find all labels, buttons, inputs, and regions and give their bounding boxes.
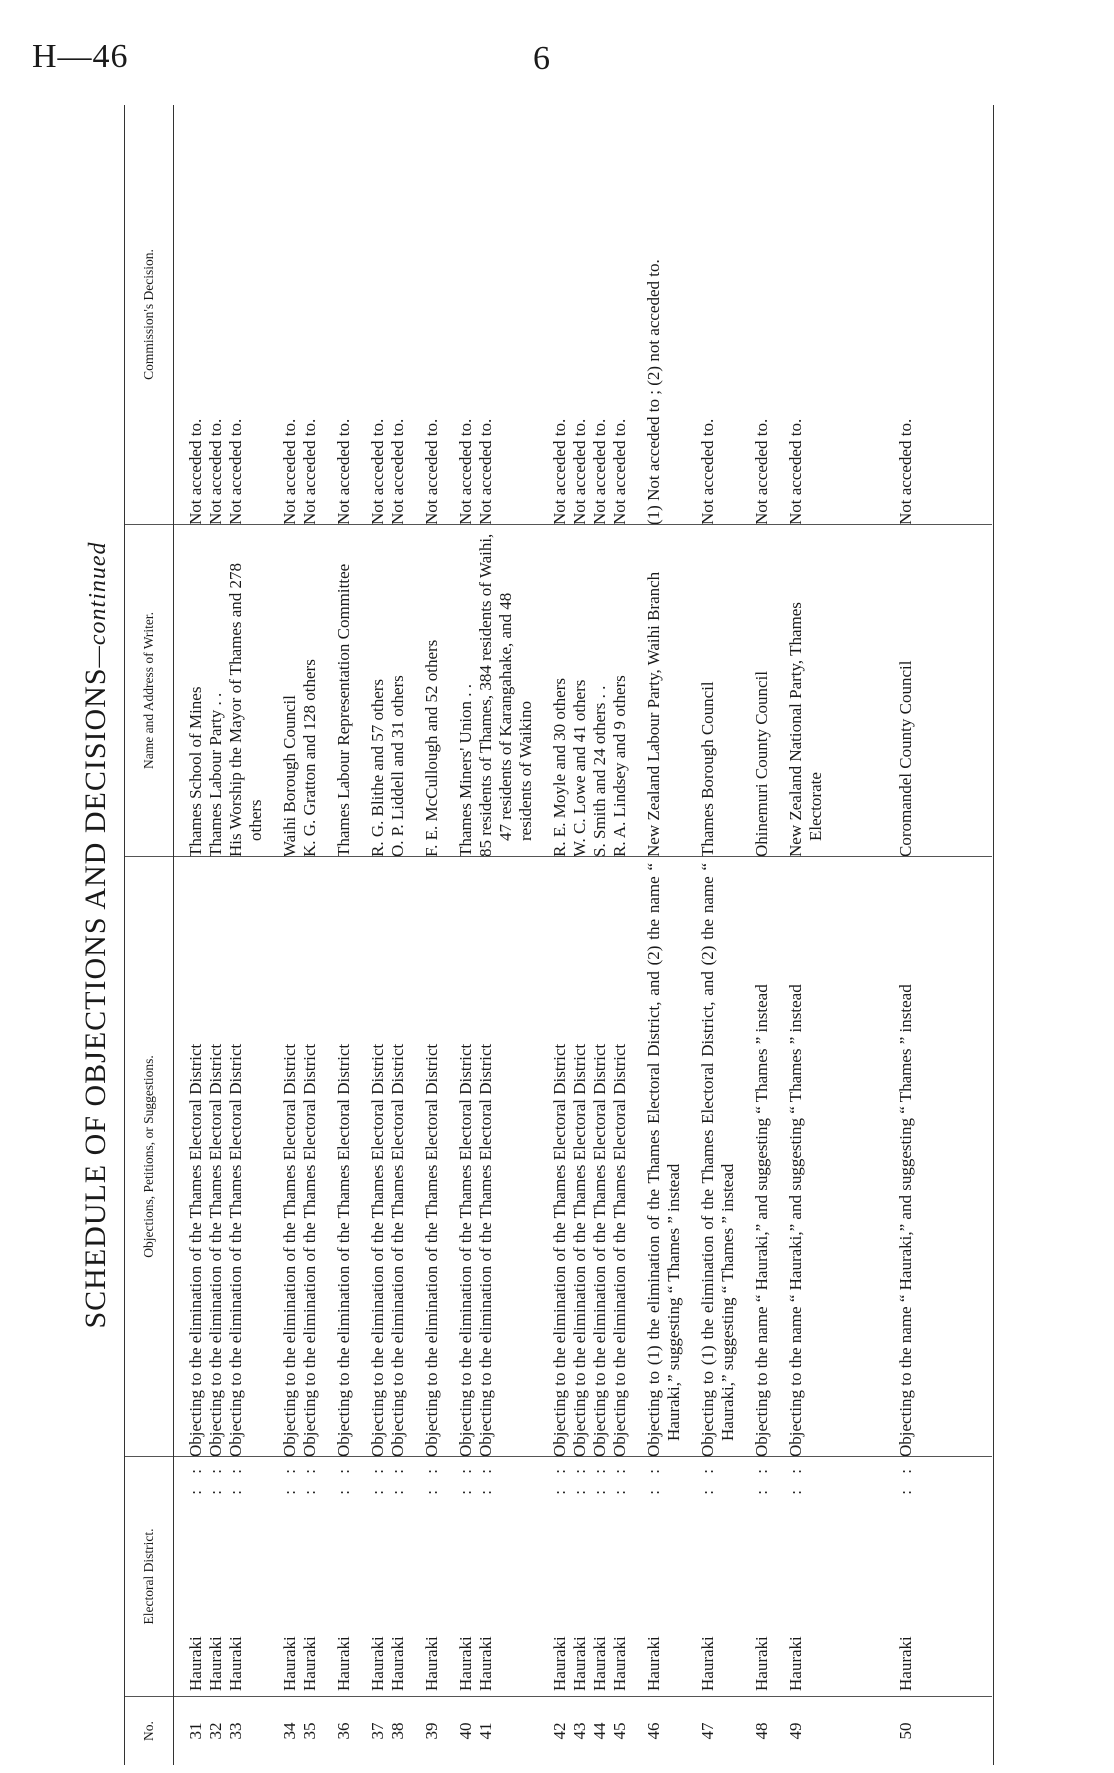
- row-district: [280, 1457, 300, 1697]
- schedule-table: [124, 105, 994, 1765]
- row-decision: (1) Not acceded to ; (2) not acceded to.: [644, 259, 663, 525]
- row-number: 50: [896, 1722, 915, 1740]
- col-decision: Commission's Decision.: [125, 105, 173, 525]
- row-writer: New Zealand National Party, Thames Electorate: [786, 602, 825, 857]
- row-decision: Not acceded to.: [896, 418, 915, 525]
- row-district: [896, 1457, 916, 1697]
- table-row: [698, 105, 738, 1765]
- row-number: 46: [644, 1722, 663, 1740]
- row-number: 43: [570, 1722, 589, 1740]
- row-decision: Not acceded to.: [334, 418, 353, 525]
- row-decision: Not acceded to.: [186, 418, 205, 525]
- row-writer: Thames Labour Representation Committee: [334, 563, 353, 857]
- row-number: 32: [206, 1722, 225, 1740]
- district-name: Hauraki: [456, 1636, 475, 1691]
- row-number: 42: [550, 1722, 569, 1740]
- row-decision: Not acceded to.: [570, 418, 589, 525]
- row-writer: O. P. Liddell and 31 others: [388, 675, 407, 857]
- row-number: 49: [786, 1722, 805, 1740]
- row-district: [752, 1457, 772, 1697]
- row-writer: Coromandel County Council: [896, 660, 915, 857]
- leader-dots: : :: [300, 1463, 319, 1495]
- table-row: [300, 105, 320, 1765]
- row-district: [206, 1457, 226, 1697]
- leader-dots: : :: [590, 1463, 609, 1495]
- district-name: Hauraki: [422, 1636, 441, 1691]
- row-writer: R. E. Moyle and 30 others: [550, 678, 569, 857]
- row-decision: Not acceded to.: [422, 418, 441, 525]
- table-row: [896, 105, 916, 1765]
- district-name: Hauraki: [786, 1636, 805, 1691]
- district-name: Hauraki: [226, 1636, 245, 1691]
- table-row: [476, 105, 536, 1765]
- row-objection: Objecting to the elimination of the Thames Electoral District: [610, 1043, 629, 1457]
- row-objection: Objecting to the elimination of the Thames Electoral District: [206, 1043, 225, 1457]
- district-name: Hauraki: [368, 1636, 387, 1691]
- row-writer: Thames School of Mines: [186, 686, 205, 857]
- district-name: Hauraki: [280, 1636, 299, 1691]
- leader-dots: : :: [226, 1463, 245, 1495]
- district-name: Hauraki: [752, 1636, 771, 1691]
- row-number: 33: [226, 1722, 245, 1740]
- row-district: [698, 1457, 738, 1697]
- row-writer: R. A. Lindsey and 9 others: [610, 675, 629, 857]
- row-objection: Objecting to (1) the elimination of the Thames Electoral District, and (2) the name “ Hauraki,” suggesting “ Thames ” instead: [644, 863, 683, 1457]
- row-objection: Objecting to (1) the elimination of the Thames Electoral District, and (2) the name “ Hauraki,” suggesting “ Thames ” instead: [698, 863, 737, 1457]
- row-decision: Not acceded to.: [786, 418, 805, 525]
- row-number: 39: [422, 1722, 441, 1740]
- row-objection: Objecting to the name “ Hauraki,” and suggesting “ Thames ” instead: [752, 984, 771, 1457]
- leader-dots: : :: [368, 1463, 387, 1495]
- leader-dots: : :: [280, 1463, 299, 1495]
- row-decision: Not acceded to.: [590, 418, 609, 525]
- title-suffix: —continued: [85, 541, 111, 668]
- row-number: 38: [388, 1722, 407, 1740]
- row-decision: Not acceded to.: [300, 418, 319, 525]
- row-number: 31: [186, 1722, 205, 1740]
- leader-dots: : :: [422, 1463, 441, 1495]
- leader-dots: : :: [786, 1463, 805, 1495]
- row-number: 37: [368, 1722, 387, 1740]
- district-name: Hauraki: [610, 1636, 629, 1691]
- row-objection: Objecting to the elimination of the Thames Electoral District: [456, 1043, 475, 1457]
- row-district: [570, 1457, 590, 1697]
- table-row: [550, 105, 570, 1765]
- row-writer: Thames Labour Party . .: [206, 692, 225, 857]
- row-writer: S. Smith and 24 others . .: [590, 685, 609, 857]
- leader-dots: : :: [896, 1463, 915, 1495]
- leader-dots: : :: [388, 1463, 407, 1495]
- row-number: 35: [300, 1722, 319, 1740]
- row-writer: Waihi Borough Council: [280, 694, 299, 857]
- row-writer: Thames Borough Council: [698, 681, 717, 857]
- col-objection: Objections, Petitions, or Suggestions.: [125, 857, 173, 1457]
- row-number: 48: [752, 1722, 771, 1740]
- row-decision: Not acceded to.: [476, 418, 495, 525]
- col-writer: Name and Address of Writer.: [125, 525, 173, 857]
- row-writer: R. G. Blithe and 57 others: [368, 678, 387, 857]
- row-district: [590, 1457, 610, 1697]
- table-row: [786, 105, 826, 1765]
- row-decision: Not acceded to.: [610, 418, 629, 525]
- row-objection: Objecting to the elimination of the Thames Electoral District: [590, 1043, 609, 1457]
- row-decision: Not acceded to.: [280, 418, 299, 525]
- leader-dots: : :: [186, 1463, 205, 1495]
- row-number: 47: [698, 1722, 717, 1740]
- row-objection: Objecting to the elimination of the Thames Electoral District: [476, 1043, 495, 1457]
- table-row: [610, 105, 630, 1765]
- row-district: [644, 1457, 684, 1697]
- district-name: Hauraki: [896, 1636, 915, 1691]
- district-name: Hauraki: [334, 1636, 353, 1691]
- page-number: 6: [533, 40, 550, 77]
- table-row: [644, 105, 684, 1765]
- leader-dots: : :: [644, 1463, 663, 1495]
- row-writer: 85 residents of Thames, 384 residents of Waihi, 47 residents of Karangahake, and 48 residents of Waikino: [476, 533, 535, 857]
- district-name: Hauraki: [476, 1636, 495, 1691]
- row-objection: Objecting to the name “ Hauraki,” and suggesting “ Thames ” instead: [786, 984, 805, 1457]
- rotated-schedule: [68, 105, 1068, 1765]
- table-body: [174, 105, 992, 1765]
- row-number: 34: [280, 1722, 299, 1740]
- row-objection: Objecting to the elimination of the Thames Electoral District: [368, 1043, 387, 1457]
- row-district: [610, 1457, 630, 1697]
- table-header: [125, 105, 174, 1765]
- row-district: [226, 1457, 266, 1697]
- table-row: [752, 105, 772, 1765]
- row-decision: Not acceded to.: [368, 418, 387, 525]
- row-decision: Not acceded to.: [206, 418, 225, 525]
- leader-dots: : :: [206, 1463, 225, 1495]
- row-district: [300, 1457, 320, 1697]
- district-name: Hauraki: [300, 1636, 319, 1691]
- row-district: [476, 1457, 536, 1697]
- row-district: [334, 1457, 354, 1697]
- row-objection: Objecting to the elimination of the Thames Electoral District: [550, 1043, 569, 1457]
- row-objection: Objecting to the elimination of the Thames Electoral District: [186, 1043, 205, 1457]
- col-no: No.: [141, 1721, 156, 1741]
- table-row: [388, 105, 408, 1765]
- row-writer: Ohinemuri County Council: [752, 670, 771, 857]
- leader-dots: : :: [610, 1463, 629, 1495]
- row-writer: W. C. Lowe and 41 others: [570, 679, 589, 857]
- row-objection: Objecting to the elimination of the Thames Electoral District: [422, 1043, 441, 1457]
- district-name: Hauraki: [206, 1636, 225, 1691]
- table-row: [422, 105, 442, 1765]
- row-writer: New Zealand Labour Party, Waihi Branch: [644, 571, 663, 857]
- leader-dots: : :: [550, 1463, 569, 1495]
- row-district: [786, 1457, 826, 1697]
- leader-dots: : :: [752, 1463, 771, 1495]
- leader-dots: : :: [456, 1463, 475, 1495]
- row-writer: K. G. Gratton and 128 others: [300, 659, 319, 857]
- table-row: [590, 105, 610, 1765]
- row-objection: Objecting to the elimination of the Thames Electoral District: [300, 1043, 319, 1457]
- row-number: 44: [590, 1722, 609, 1740]
- row-writer: Thames Miners' Union . .: [456, 683, 475, 857]
- document-code: H—46: [32, 38, 129, 75]
- district-name: Hauraki: [590, 1636, 609, 1691]
- row-objection: Objecting to the name “ Hauraki,” and suggesting “ Thames ” instead: [896, 984, 915, 1457]
- district-name: Hauraki: [570, 1636, 589, 1691]
- table-row: [226, 105, 266, 1765]
- col-district: Electoral District.: [125, 1457, 173, 1697]
- row-objection: Objecting to the elimination of the Thames Electoral District: [570, 1043, 589, 1457]
- row-decision: Not acceded to.: [752, 418, 771, 525]
- row-number: 41: [476, 1722, 495, 1740]
- title-main: SCHEDULE OF OBJECTIONS AND DECISIONS: [79, 667, 112, 1329]
- table-row: [334, 105, 354, 1765]
- row-decision: Not acceded to.: [550, 418, 569, 525]
- district-name: Hauraki: [186, 1636, 205, 1691]
- row-objection: Objecting to the elimination of the Thames Electoral District: [334, 1043, 353, 1457]
- table-row: [456, 105, 476, 1765]
- row-district: [388, 1457, 408, 1697]
- table-row: [570, 105, 590, 1765]
- row-number: 40: [456, 1722, 475, 1740]
- row-district: [550, 1457, 570, 1697]
- leader-dots: : :: [334, 1463, 353, 1495]
- row-district: [456, 1457, 476, 1697]
- row-writer: F. E. McCullough and 52 others: [422, 639, 441, 857]
- schedule-title: [68, 105, 124, 1765]
- row-district: [186, 1457, 206, 1697]
- row-decision: Not acceded to.: [388, 418, 407, 525]
- table-row: [368, 105, 388, 1765]
- row-number: 45: [610, 1722, 629, 1740]
- row-objection: Objecting to the elimination of the Thames Electoral District: [226, 1043, 245, 1457]
- district-name: Hauraki: [550, 1636, 569, 1691]
- leader-dots: : :: [698, 1463, 717, 1495]
- row-decision: Not acceded to.: [698, 418, 717, 525]
- row-decision: Not acceded to.: [226, 418, 245, 525]
- row-number: 36: [334, 1722, 353, 1740]
- district-name: Hauraki: [644, 1636, 663, 1691]
- row-writer: His Worship the Mayor of Thames and 278 others: [226, 562, 265, 857]
- leader-dots: : :: [476, 1463, 495, 1495]
- district-name: Hauraki: [388, 1636, 407, 1691]
- row-district: [368, 1457, 388, 1697]
- row-decision: Not acceded to.: [456, 418, 475, 525]
- table-row: [280, 105, 300, 1765]
- leader-dots: : :: [570, 1463, 589, 1495]
- district-name: Hauraki: [698, 1636, 717, 1691]
- row-objection: Objecting to the elimination of the Thames Electoral District: [388, 1043, 407, 1457]
- table-row: [186, 105, 206, 1765]
- row-district: [422, 1457, 442, 1697]
- row-objection: Objecting to the elimination of the Thames Electoral District: [280, 1043, 299, 1457]
- table-row: [206, 105, 226, 1765]
